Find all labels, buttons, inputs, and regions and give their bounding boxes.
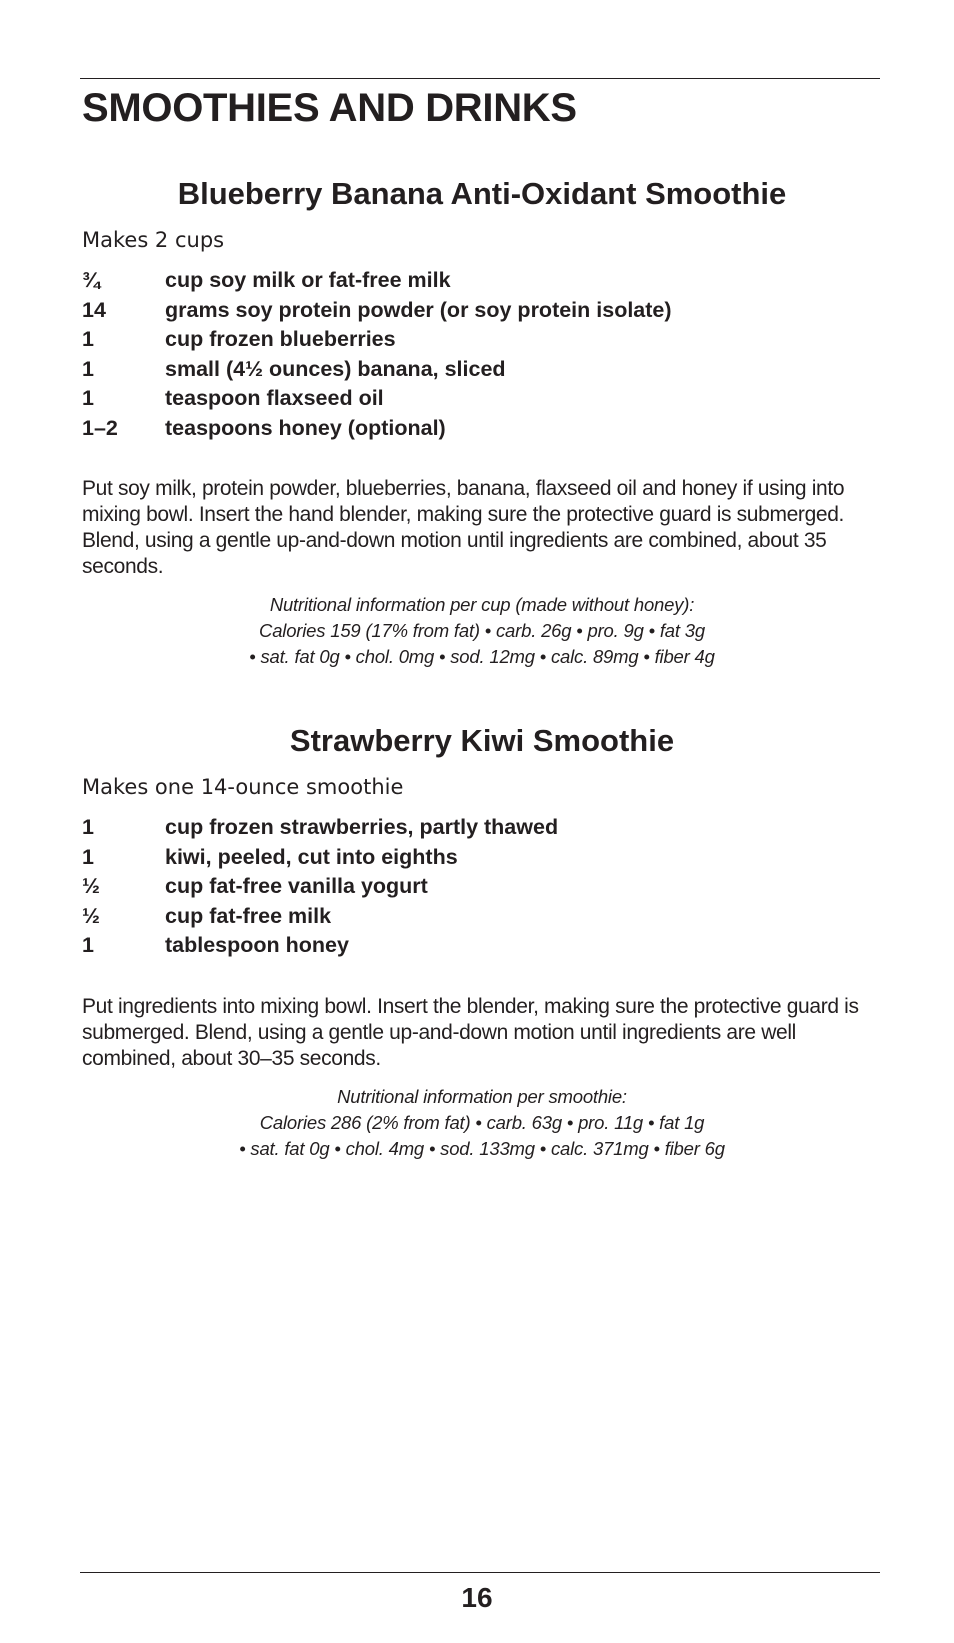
nutrition-info: [82, 1084, 882, 1162]
nutrition-heading: Nutritional information per smoothie:: [337, 1085, 627, 1107]
nutrition-heading: Nutritional information per cup (made without honey):: [269, 594, 695, 615]
recipe-yield: Makes one 14-ounce smoothie: [82, 775, 404, 799]
recipe-directions: Put soy milk, protein powder, blueberries, banana, flaxseed oil and honey if using into mixing bowl. Insert the hand blender, making sure the protective guard is submerged. Blend, using a gentle up-and-down motion until ingredients are combined, about 35 seconds.: [82, 477, 845, 578]
recipe-yield: Makes 2 cups: [82, 228, 225, 252]
ingredient-item: tablespoon honey: [165, 933, 349, 957]
ingredient-quantity: 1: [82, 933, 94, 957]
ingredient-list: [82, 266, 882, 443]
ingredient-item: cup frozen blueberries: [165, 327, 396, 351]
page-number: 16: [461, 1582, 493, 1613]
ingredient-quantity: ½: [82, 903, 100, 928]
ingredient-item: small (4½ ounces) banana, sliced: [165, 356, 506, 381]
recipe-directions: Put ingredients into mixing bowl. Insert the blender, making sure the protective guard is submerged. Blend, using a gentle up-and-down motion until ingredients are well combined, about 30–35 seconds.: [82, 994, 859, 1070]
recipe-title: Strawberry Kiwi Smoothie: [289, 723, 675, 758]
ingredient-item: teaspoons honey (optional): [165, 415, 446, 440]
ingredient-item: cup fat-free milk: [165, 903, 332, 928]
ingredient-item: cup soy milk or fat-free milk: [165, 268, 451, 292]
ingredient-quantity: 1: [82, 386, 94, 410]
section-title: SMOOTHIES AND DRINKS: [82, 86, 577, 130]
ingredient-row: [82, 414, 882, 444]
nutrition-line: • sat. fat 0g • chol. 4mg • sod. 133mg • calc. 371mg • fiber 6g: [239, 1137, 725, 1159]
ingredient-row: [82, 931, 882, 961]
ingredient-item: grams soy protein powder (or soy protein isolate): [165, 297, 672, 322]
ingredient-quantity: ¾: [82, 268, 100, 292]
ingredient-row: [82, 902, 882, 932]
bottom-rule: [80, 1572, 880, 1573]
ingredient-quantity: 1: [82, 356, 94, 381]
top-rule: [80, 78, 880, 79]
ingredient-list: [82, 813, 882, 961]
ingredient-item: cup fat-free vanilla yogurt: [165, 874, 428, 898]
ingredient-item: cup frozen strawberries, partly thawed: [165, 815, 559, 839]
ingredient-row: [82, 355, 882, 385]
ingredient-quantity: 14: [82, 297, 106, 322]
recipe-title: Blueberry Banana Anti-Oxidant Smoothie: [177, 176, 787, 211]
ingredient-row: [82, 843, 882, 873]
nutrition-info: [82, 592, 882, 670]
ingredient-row: [82, 296, 882, 326]
ingredient-quantity: 1: [82, 844, 94, 869]
ingredient-row: [82, 266, 882, 296]
ingredient-quantity: 1–2: [82, 415, 118, 440]
ingredient-item: kiwi, peeled, cut into eighths: [165, 844, 458, 869]
ingredient-row: [82, 872, 882, 902]
ingredient-item: teaspoon flaxseed oil: [165, 386, 384, 410]
recipe-strawberry-kiwi: [82, 719, 882, 1162]
ingredient-row: [82, 813, 882, 843]
nutrition-line: • sat. fat 0g • chol. 0mg • sod. 12mg • calc. 89mg • fiber 4g: [249, 646, 715, 667]
recipe-blueberry-banana: [82, 172, 882, 670]
nutrition-line: Calories 159 (17% from fat) • carb. 26g • pro. 9g • fat 3g: [259, 620, 705, 641]
ingredient-quantity: 1: [82, 815, 94, 839]
ingredient-row: [82, 325, 882, 355]
ingredient-row: [82, 384, 882, 414]
ingredient-quantity: 1: [82, 327, 94, 351]
nutrition-line: Calories 286 (2% from fat) • carb. 63g • pro. 11g • fat 1g: [259, 1111, 705, 1133]
ingredient-quantity: ½: [82, 874, 100, 898]
